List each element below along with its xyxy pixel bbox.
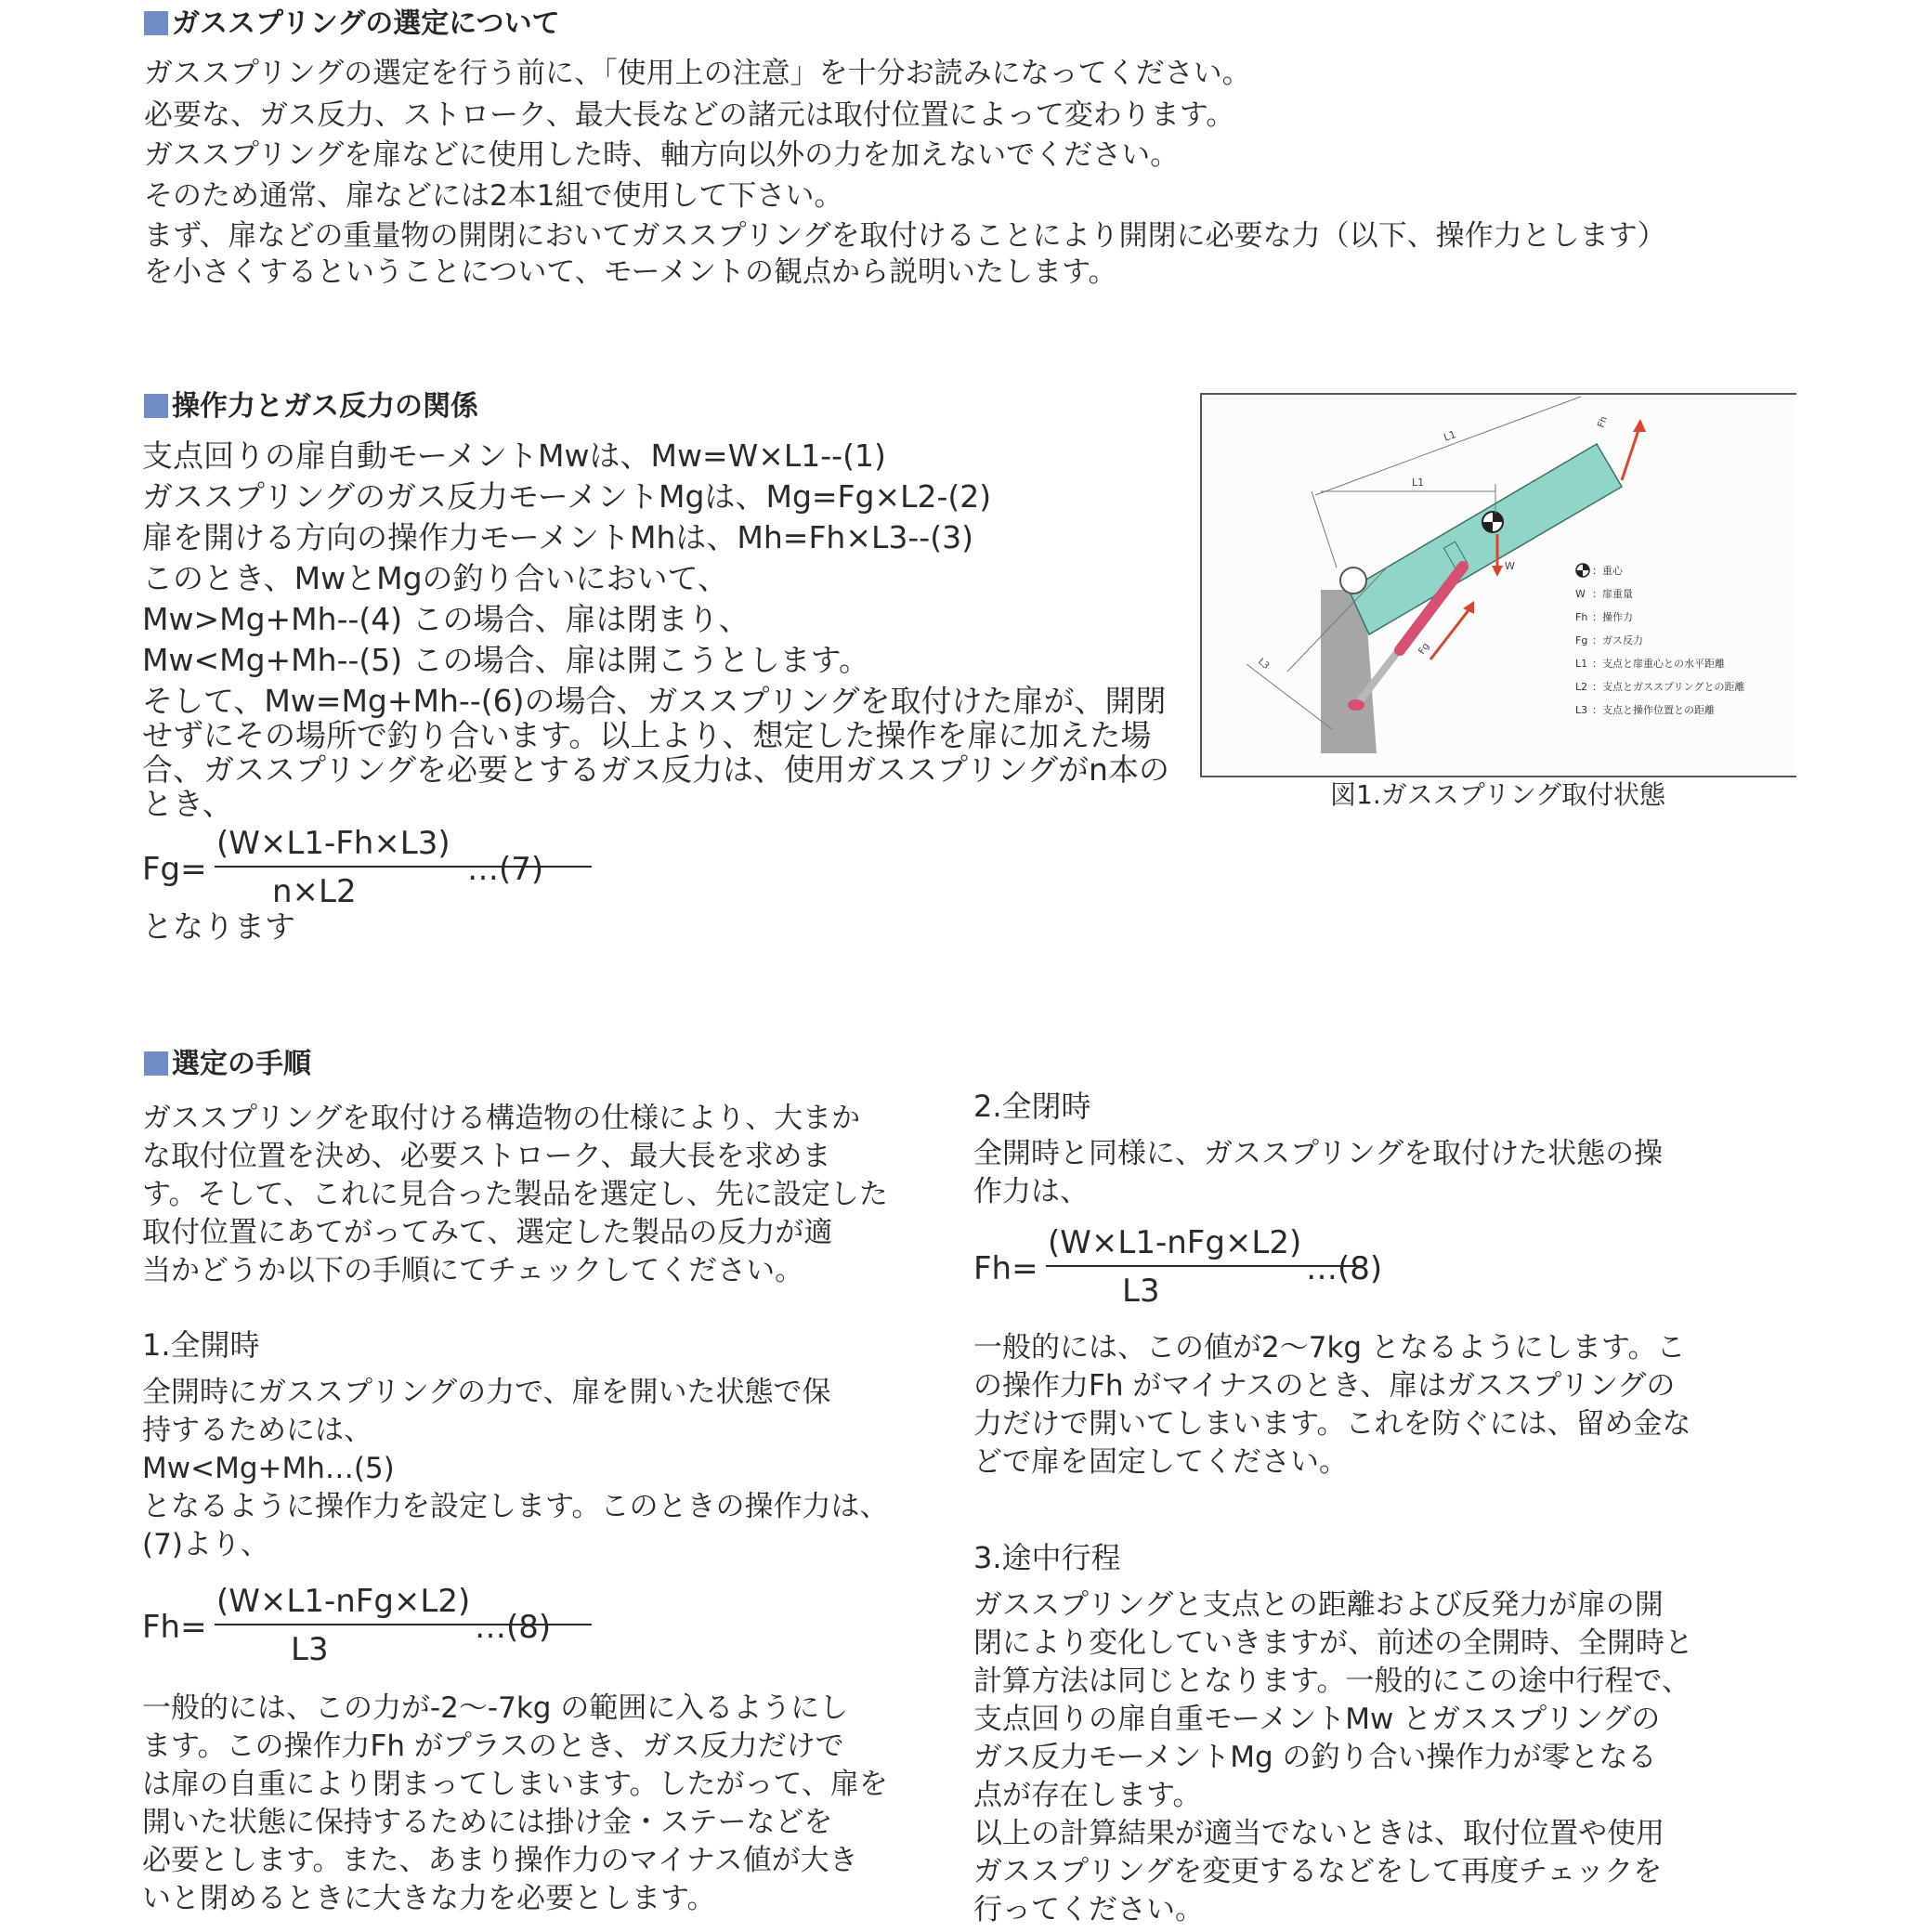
formula-denominator: n×L2	[272, 873, 357, 910]
label-l1-mid: L1	[1412, 476, 1425, 489]
legend-text: ：支点と操作位置との距離	[1592, 704, 1715, 716]
paragraph-line: 計算方法は同じとなります。一般的にこの途中行程で、	[973, 1664, 1690, 1698]
section-title-text: 選定の手順	[172, 1048, 311, 1080]
legend-sym: Fh	[1575, 611, 1588, 623]
paragraph-line: は扉の自重により閉まってしまいます。したがって、扉を	[142, 1768, 888, 1801]
section-title-text: 操作力とガス反力の関係	[172, 390, 478, 423]
fh-arrowhead	[1633, 419, 1646, 432]
paragraph-line: (7)より、	[142, 1528, 269, 1561]
paragraph-line: す。そして、これに見合った製品を選定し、先に設定した	[142, 1178, 888, 1211]
pivot-icon	[1340, 568, 1366, 594]
legend-sym: W	[1575, 588, 1586, 600]
step2-title: 2.全閉時	[973, 1089, 1091, 1124]
formula-fh-open	[142, 1583, 588, 1676]
figure-legend	[1575, 564, 1745, 716]
formula-numerator: (W×L1-Fh×L3)	[216, 825, 450, 862]
weight-arrowhead	[1492, 566, 1503, 577]
paragraph-line: 以上の計算結果が適当でないときは、取付位置や使用	[973, 1817, 1664, 1850]
equation-line: ガススプリングのガス反力モーメントMgは、Mg=Fg×L2-(2)	[142, 478, 992, 515]
legend-text: ：重心	[1592, 565, 1623, 577]
step1-title: 1.全開時	[142, 1327, 260, 1363]
legend-text: ：支点と扉重心との水平距離	[1592, 658, 1725, 670]
dim-line-l3	[1247, 664, 1332, 729]
paragraph-line: ガススプリングと支点との距離および反発力が扉の開	[973, 1588, 1664, 1622]
formula-numerator: (W×L1-nFg×L2)	[1048, 1224, 1302, 1261]
paragraph-line: とき、	[142, 786, 233, 822]
paragraph-line: 合、ガススプリングを必要とするガス反力は、使用ガススプリングがn本の	[142, 751, 1169, 788]
equation-line: Mw<Mg+Mh--(5) この場合、扉は開こうとします。	[142, 642, 869, 678]
paragraph-line: いと閉めるときに大きな力を必要とします。	[142, 1882, 716, 1915]
label-w: W	[1505, 560, 1515, 572]
paragraph-line: の操作力Fh がマイナスのとき、扉はガススプリングの	[973, 1369, 1676, 1403]
paragraph-line: そのため通常、扉などには2本1組で使用して下さい。	[144, 179, 843, 213]
heading-square-icon	[144, 1051, 168, 1076]
legend-text: ：ガス反力	[1592, 634, 1643, 646]
figure-mounting-diagram	[1200, 393, 1796, 777]
equation-line: Mw<Mg+Mh…(5)	[142, 1452, 395, 1485]
formula-numerator: (W×L1-nFg×L2)	[216, 1583, 471, 1620]
paragraph-line: 点が存在します。	[973, 1779, 1202, 1812]
formula-equation-number: …(7)	[467, 851, 544, 888]
heading-square-icon	[144, 394, 168, 418]
equation-line: このとき、MwとMgの釣り合いにおいて、	[142, 560, 728, 596]
legend-sym: L1	[1575, 658, 1588, 670]
paragraph-line: 力だけで開いてしまいます。これを防ぐには、留め金な	[973, 1407, 1691, 1441]
paragraph-line: 作力は、	[973, 1175, 1089, 1208]
section-title-text: ガススプリングの選定について	[172, 7, 560, 40]
paragraph-line: 必要な、ガス反力、ストローク、最大長などの諸元は取付位置によって変わります。	[144, 98, 1235, 132]
paragraph-line: 全開時と同様に、ガススプリングを取付けた状態の操	[973, 1137, 1664, 1170]
paragraph-line: ガス反力モーメントMg の釣り合い操作力が零となる	[973, 1741, 1657, 1774]
paragraph-line: 一般的には、この値が2～7kg となるようにします。こ	[973, 1331, 1686, 1364]
formula-lhs: Fh=	[142, 1609, 207, 1646]
paragraph-line: 当かどうか以下の手順にてチェックしてください。	[142, 1254, 804, 1287]
paragraph-line: ガススプリングの選定を行う前に、「使用上の注意」を十分お読みになってください。	[144, 57, 1251, 90]
paragraph-line: 閉により変化していきますが、前述の全開時、全開時と	[973, 1626, 1693, 1660]
formula-denominator: L3	[291, 1631, 329, 1668]
fg-arrow	[1430, 610, 1469, 659]
paragraph-line: な取付位置を決め、必要ストローク、最大長を求めま	[142, 1140, 831, 1173]
formula-denominator: L3	[1122, 1273, 1160, 1310]
formula-fh-closed	[973, 1224, 1419, 1317]
paragraph-line: せずにその場所で釣り合います。以上より、想定した操作を扉に加えた場	[142, 717, 1152, 753]
heading-square-icon	[144, 11, 168, 35]
paragraph-line: ガススプリングを取付ける構造物の仕様により、大まか	[142, 1102, 861, 1135]
formula-equation-number: …(8)	[1306, 1250, 1383, 1287]
step3-title: 3.途中行程	[973, 1540, 1121, 1575]
formula-fg	[142, 825, 569, 918]
paragraph-line: 必要とします。また、あまり操作力のマイナス値が大き	[142, 1844, 858, 1877]
legend-text: ：扉重量	[1592, 588, 1633, 600]
dim-ext	[1312, 491, 1337, 568]
formula-lhs: Fg=	[142, 851, 207, 888]
section-title-relation	[144, 388, 478, 425]
paragraph-line: ガススプリングを変更するなどをして再度チェックを	[973, 1855, 1663, 1888]
legend-sym: L3	[1575, 704, 1588, 716]
figure-caption: 図1.ガススプリング取付状態	[1330, 779, 1666, 810]
paragraph-line: そして、Mw=Mg+Mh--(6)の場合、ガススプリングを取付けた扉が、開閉	[142, 683, 1167, 719]
label-l3: L3	[1256, 656, 1272, 672]
paragraph-line: まず、扉などの重量物の開閉においてガススプリングを取付けることにより開閉に必要な力（以下、操作力とします）	[144, 219, 1666, 253]
paragraph-line: 取付位置にあてがってみて、選定した製品の反力が適	[142, 1216, 833, 1249]
formula-lhs: Fh=	[973, 1250, 1038, 1287]
paragraph-line: 持するためには、	[142, 1414, 372, 1447]
paragraph-line: となります	[142, 908, 295, 945]
equation-line: 扉を開ける方向の操作力モーメントMhは、Mh=Fh×L3--(3)	[142, 519, 973, 555]
paragraph-line: 支点回りの扉自重モーメントMw とガススプリングの	[973, 1703, 1661, 1736]
paragraph-line: ます。この操作力Fh がプラスのとき、ガス反力だけで	[142, 1730, 844, 1763]
paragraph-line: を小さくするということについて、モーメントの観点から説明いたします。	[144, 255, 1117, 289]
section-title-selection	[144, 6, 560, 43]
paragraph-line: 開いた状態に保持するためには掛け金・ステーなどを	[142, 1806, 833, 1839]
fh-arrow	[1622, 430, 1638, 480]
legend-text: ：支点とガススプリングとの距離	[1592, 681, 1745, 693]
spring-end	[1348, 699, 1364, 711]
diagram-svg	[1202, 395, 1796, 776]
label-fg: Fg	[1416, 641, 1432, 657]
paragraph-line: ガススプリングを扉などに使用した時、軸方向以外の力を加えないでください。	[144, 138, 1180, 172]
formula-equation-number: …(8)	[475, 1609, 552, 1646]
label-fh: Fh	[1596, 414, 1610, 430]
paragraph-line: となるように操作力を設定します。このときの操作力は、	[142, 1490, 889, 1523]
equation-line: 支点回りの扉自動モーメントMwは、Mw=W×L1--(1)	[142, 437, 886, 474]
paragraph-line: 行ってください。	[973, 1893, 1204, 1926]
legend-sym: L2	[1575, 681, 1588, 693]
legend-sym: Fg	[1575, 634, 1588, 646]
paragraph-line: 一般的には、この力が-2～-7kg の範囲に入るようにし	[142, 1691, 849, 1725]
paragraph-line: 全開時にガススプリングの力で、扉を開いた状態で保	[142, 1376, 831, 1409]
paragraph-line: どで扉を固定してください。	[973, 1445, 1348, 1479]
door-panel	[1349, 444, 1622, 634]
equation-line: Mw>Mg+Mh--(4) この場合、扉は閉まり、	[142, 601, 750, 637]
label-l1-top: L1	[1442, 428, 1458, 444]
legend-text: ：操作力	[1592, 611, 1633, 623]
section-title-procedure	[144, 1046, 311, 1083]
